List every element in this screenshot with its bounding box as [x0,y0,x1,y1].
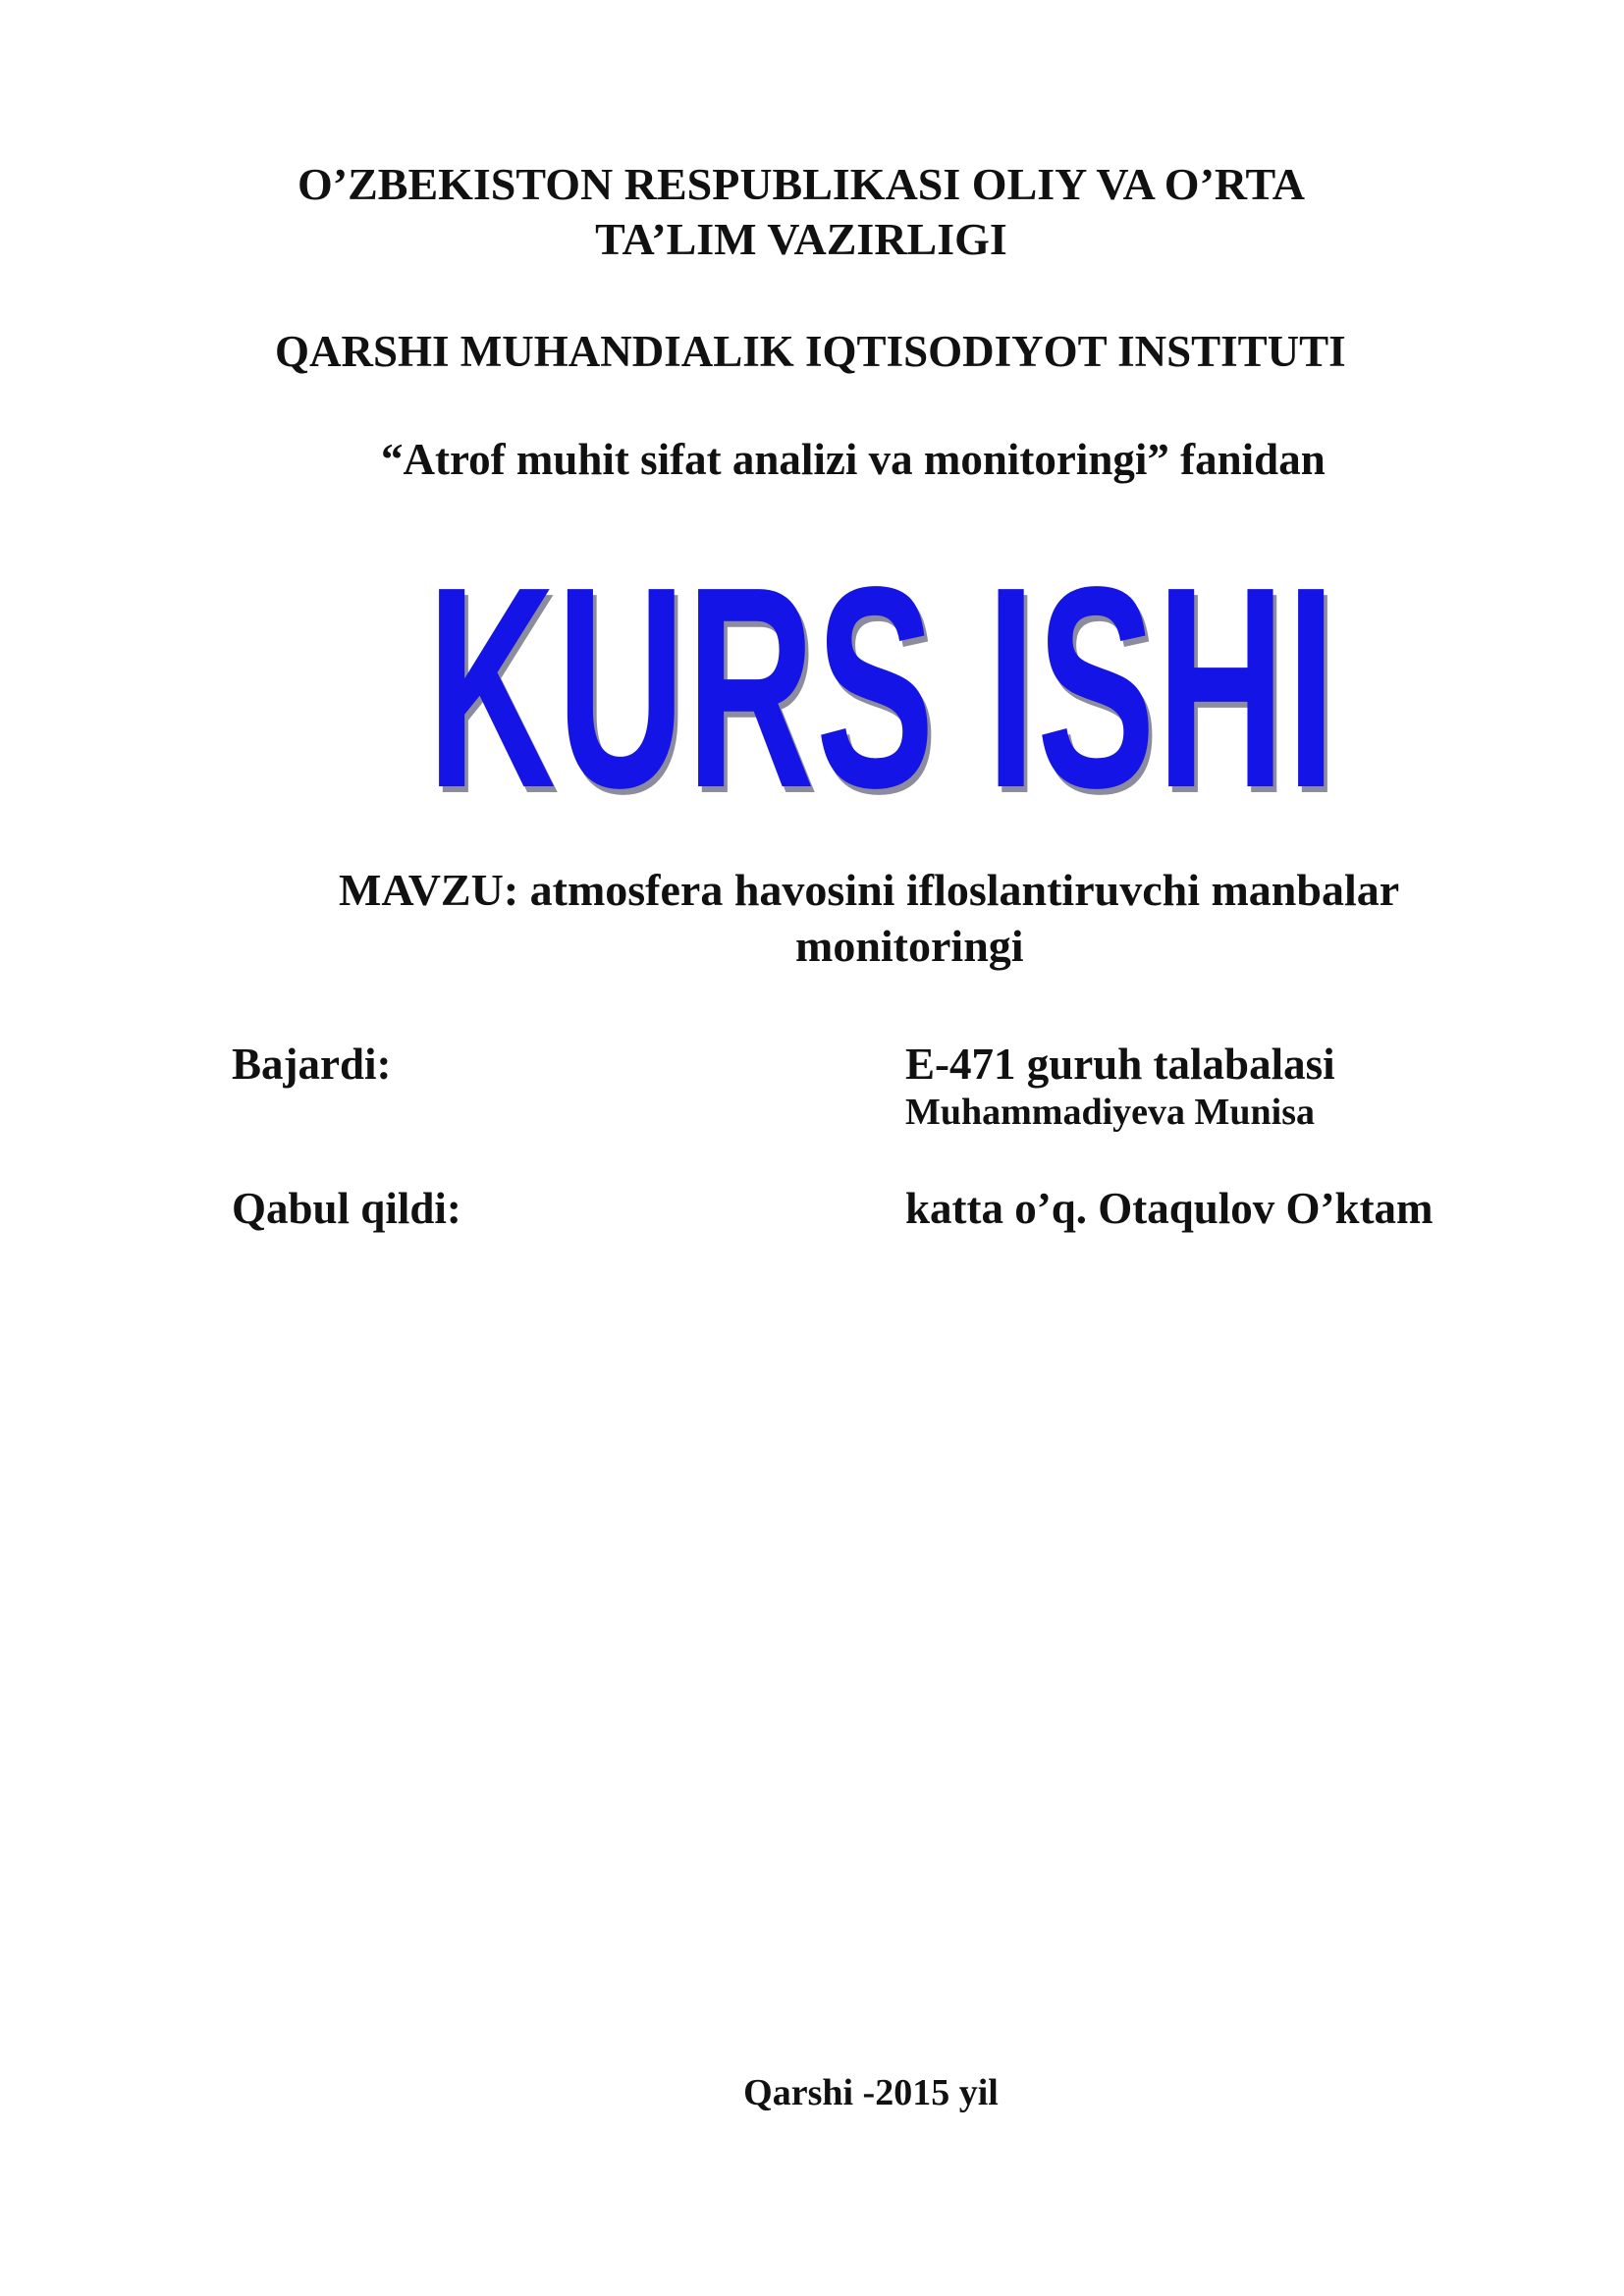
reviewer-label: Qabul qildi: [232,1184,461,1233]
ministry-heading [0,157,1624,267]
subject-line: “Atrof muhit sifat analizi va monitoringi” fanidan [381,435,1326,484]
performer-name: Muhammadiyeva Munisa [905,1092,1315,1133]
ministry-line-1: O’ZBEKISTON RESPUBLIKASI OLIY VA O’RTA [297,159,1305,209]
footer-place-year: Qarshi -2015 yil [743,2072,999,2113]
topic-line-1: MAVZU: atmosfera havosini ifloslantiruvchi manbalar [339,865,1400,915]
institute-name: QARSHI MUHANDIALIK IQTISODIYOT INSTITUTI [275,327,1346,376]
reviewer-name: katta o’q. Otaqulov O’ktam [905,1184,1434,1233]
document-title: KURS ISHI [427,527,1337,847]
ministry-line-2: TA’LIM VAZIRLIGI [595,214,1007,264]
topic-line-2: monitoringi [795,921,1024,971]
performer-group: E-471 guruh talabalasi [905,1040,1335,1089]
performer-label: Bajardi: [232,1040,392,1089]
